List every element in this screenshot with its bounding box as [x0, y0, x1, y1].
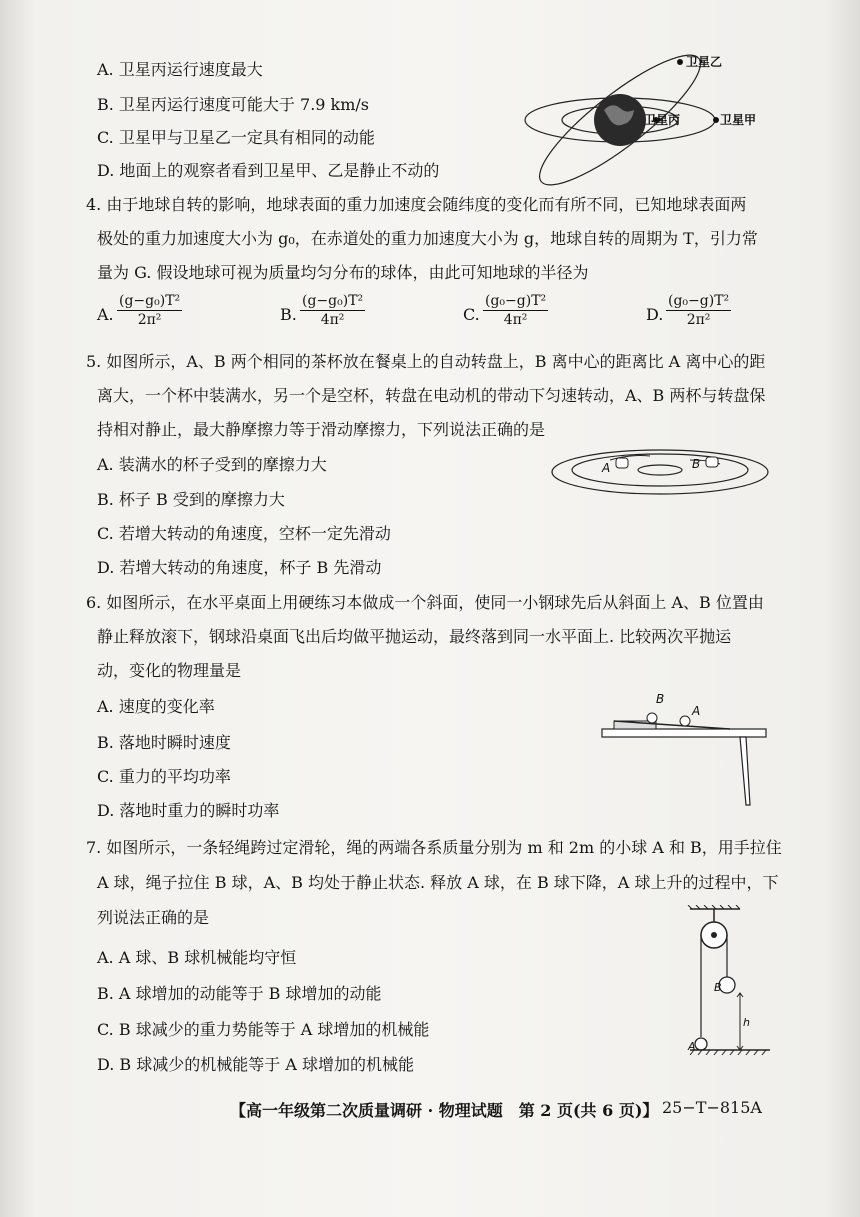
q3-option-b: B. 卫星丙运行速度可能大于 7.9 km/s: [97, 95, 370, 114]
q7-line-3: 列说法正确的是: [97, 908, 210, 927]
q4-option-d-label: D.: [646, 305, 664, 324]
turntable-label-a: A: [602, 461, 611, 475]
pulley-label-h: h: [743, 1016, 750, 1029]
turntable-label-b: B: [692, 457, 701, 471]
q4-option-a-fraction: $\frac{\text{(g−g₀)T²}}{\text{2π²}}$: [119, 293, 181, 328]
desk-label-a: A: [692, 704, 701, 718]
footer-title: 【高一年级第二次质量调研 · 物理试题 第 2 页(共 6 页)】: [230, 1101, 659, 1120]
q6-line-1: 6. 如图所示，在水平桌面上用硬练习本做成一个斜面，使同一小钢球先后从斜面上 A、B 位置由: [86, 593, 764, 612]
q6-option-a: A. 速度的变化率: [97, 697, 215, 716]
q7-option-d: D. B 球减少的机械能等于 A 球增加的机械能: [97, 1055, 415, 1074]
q4-option-c-label: C.: [463, 305, 480, 324]
pulley-figure: [670, 905, 780, 1055]
desk-incline-figure: [600, 685, 780, 815]
q7-option-c: C. B 球减少的重力势能等于 A 球增加的机械能: [97, 1020, 430, 1039]
q5-option-c: C. 若增大转动的角速度，空杯一定先滑动: [97, 524, 391, 543]
q4-line-3: 量为 G. 假设地球可视为质量均匀分布的球体，由此可知地球的半径为: [97, 263, 589, 282]
q4-option-a-label: A.: [97, 305, 114, 324]
q6-line-3: 动，变化的物理量是: [97, 661, 242, 680]
q3-option-c: C. 卫星甲与卫星乙一定具有相同的动能: [97, 128, 375, 147]
footer-code: 25−T−815A: [662, 1098, 762, 1117]
label-satellite-bing: 卫星丙: [644, 113, 681, 127]
q5-option-b: B. 杯子 B 受到的摩擦力大: [97, 490, 285, 509]
q6-option-d: D. 落地时重力的瞬时功率: [97, 801, 280, 820]
label-satellite-jia: 卫星甲: [720, 113, 757, 127]
q4-option-c-fraction: $\frac{\text{(g₀−g)T²}}{\text{4π²}}$: [485, 293, 547, 328]
desk-label-b: B: [656, 692, 665, 706]
label-satellite-yi: 卫星乙: [686, 55, 723, 69]
q5-option-a: A. 装满水的杯子受到的摩擦力大: [97, 455, 327, 474]
satellite-orbit-figure: [520, 40, 760, 195]
q7-option-a: A. A 球、B 球机械能均守恒: [97, 948, 297, 967]
q3-option-d: D. 地面上的观察者看到卫星甲、乙是静止不动的: [97, 161, 440, 180]
q7-option-b: B. A 球增加的动能等于 B 球增加的动能: [97, 984, 382, 1003]
q7-line-2: A 球，绳子拉住 B 球，A、B 均处于静止状态. 释放 A 球，在 B 球下降，A 球上升的过程中，下: [97, 873, 779, 892]
q4-option-b-fraction: $\frac{\text{(g−g₀)T²}}{\text{4π²}}$: [302, 293, 364, 328]
q6-line-2: 静止释放滚下，钢球沿桌面飞出后均做平抛运动，最终落到同一水平面上. 比较两次平抛运: [97, 627, 732, 646]
q6-option-b: B. 落地时瞬时速度: [97, 733, 231, 752]
q6-option-c: C. 重力的平均功率: [97, 767, 231, 786]
q7-line-1: 7. 如图所示，一条轻绳跨过定滑轮，绳的两端各系质量分别为 m 和 2m 的小球 A 和 B，用手拉住: [86, 838, 782, 857]
q3-option-a: A. 卫星丙运行速度最大: [97, 60, 263, 79]
turntable-figure: [550, 440, 790, 500]
q4-line-2: 极处的重力加速度大小为 g₀，在赤道处的重力加速度大小为 g，地球自转的周期为 T，引力常: [97, 229, 758, 248]
pulley-label-a: A: [688, 1040, 696, 1053]
q4-line-1: 4. 由于地球自转的影响，地球表面的重力加速度会随纬度的变化而有所不同，已知地球表面两: [86, 195, 747, 214]
q5-line-1: 5. 如图所示，A、B 两个相同的茶杯放在餐桌上的自动转盘上，B 离中心的距离比 A 离中心的距: [86, 352, 766, 371]
q5-line-3: 持相对静止，最大静摩擦力等于滑动摩擦力，下列说法正确的是: [97, 420, 546, 439]
q5-option-d: D. 若增大转动的角速度，杯子 B 先滑动: [97, 558, 382, 577]
q5-line-2: 离大，一个杯中装满水，另一个是空杯，转盘在电动机的带动下匀速转动，A、B 两杯与转盘保: [97, 386, 766, 405]
q4-option-b-label: B.: [280, 305, 297, 324]
q4-option-d-fraction: $\frac{\text{(g₀−g)T²}}{\text{2π²}}$: [668, 293, 730, 328]
pulley-label-b: B: [714, 981, 722, 994]
